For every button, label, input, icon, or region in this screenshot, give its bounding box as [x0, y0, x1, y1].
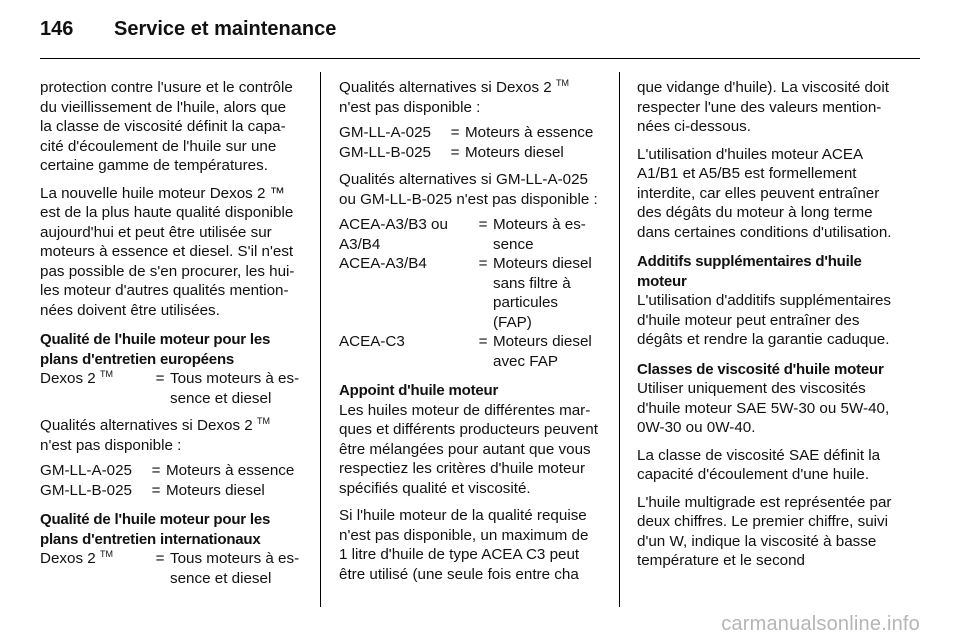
spec-key: ACEA-A3/B3 ou A3/B4	[339, 216, 448, 253]
spec-key: ACEA-A3/B4	[339, 255, 427, 272]
spec-table	[40, 461, 302, 500]
paragraph: Qualités alternatives si GM-LL-A-025 ou GM-LL-B-025 n'est pas disponible :	[339, 171, 598, 208]
table-row	[40, 481, 302, 501]
table-row	[339, 123, 601, 143]
spec-key: GM-LL-B-025	[339, 143, 432, 161]
equals-sign: =	[151, 481, 161, 499]
column-divider	[619, 72, 620, 607]
watermark: carmanualsonline.info	[721, 613, 920, 635]
equals-sign: =	[155, 370, 165, 387]
paragraph: L'utilisation d'additifs supplémentaires d'huile moteur peut entraîner des dégâts et rendre la garantie caduque.	[637, 292, 892, 348]
spec-key: GM-LL-A-025	[339, 124, 432, 141]
spec-value: Tous moteurs à essence et diesel	[170, 550, 300, 587]
table-row	[339, 332, 601, 371]
column-1	[40, 78, 302, 596]
column-2	[339, 78, 601, 592]
paragraph: La classe de viscosité SAE définit la capacité d'écoulement d'une huile.	[637, 446, 881, 483]
column-divider	[320, 72, 321, 607]
equals-sign: =	[155, 550, 165, 567]
equals-sign: =	[151, 462, 161, 479]
spec-table	[40, 369, 302, 408]
paragraph: Si l'huile moteur de la qualité requise n'est pas disponible, un maximum de 1 litre d'huile de type ACEA C3 peut être utilisé (une seule fois entre cha	[339, 507, 589, 583]
page-number: 146	[40, 18, 74, 40]
section-heading: Classes de viscosité d'huile moteur	[637, 360, 884, 378]
equals-sign: =	[478, 216, 488, 233]
equals-sign: =	[478, 333, 488, 350]
page-header	[40, 18, 336, 48]
paragraph: L'huile multigrade est représentée par deux chiffres. Le premier chiffre, suivi d'un W, indique la viscosité à basse température et le second	[637, 493, 892, 569]
table-row	[339, 254, 601, 332]
paragraph: L'utilisation d'huiles moteur ACEA A1/B1 et A5/B5 est formellement interdite, car elles peuvent entraîner des dégâts du moteur à long terme dans certaines conditions d'utilisation.	[637, 145, 892, 241]
spec-key: GM-LL-A-025	[40, 462, 133, 479]
spec-value: Moteurs à essence	[465, 124, 594, 141]
paragraph: Qualités alternatives si Dexos 2 ™ n'est pas disponible :	[40, 416, 270, 454]
spec-table	[40, 549, 302, 588]
spec-value: Moteurs diesel	[166, 481, 265, 499]
spec-value: Moteurs diesel	[465, 143, 564, 161]
table-row	[40, 549, 302, 588]
paragraph: Qualités alternatives si Dexos 2 ™ n'est pas disponible :	[339, 78, 569, 116]
spec-value: Moteurs diesel avec FAP	[493, 333, 592, 370]
section-heading: Qualité de l'huile moteur pour les plans d'entretien internationaux	[40, 511, 271, 548]
section-heading: Additifs supplémentaires d'huile moteur	[637, 253, 862, 290]
spec-table	[339, 123, 601, 162]
paragraph: Les huiles moteur de différentes marques et différents producteurs peuvent être mélangées pour autant que vous respectiez les critères d'huile moteur spécifiés qualité et viscosité.	[339, 401, 598, 497]
page-title: Service et maintenance	[114, 18, 337, 40]
column-3	[637, 78, 903, 579]
spec-key: Dexos 2 ™	[40, 549, 113, 567]
equals-sign: =	[450, 124, 460, 141]
paragraph: que vidange d'huile). La viscosité doit respecter l'une des valeurs mentionnées ci-dessous.	[637, 79, 889, 135]
paragraph: La nouvelle huile moteur Dexos 2 ™ est de la plus haute qualité disponible aujourd'hui et peut être utilisée sur moteurs à essence et diesel. S'il n'est pas possible de s'en procurer, les huiles moteur d'autres qualités mentionnées doivent être utilisées.	[40, 184, 295, 319]
spec-value: Moteurs diesel sans filtre à particules (FAP)	[493, 255, 592, 331]
table-row	[339, 143, 601, 163]
paragraph: Utiliser uniquement des viscosités d'huile moteur SAE 5W-30 ou 5W-40, 0W-30 ou 0W-40.	[637, 380, 890, 436]
section-heading: Appoint d'huile moteur	[339, 382, 499, 399]
spec-value: Moteurs à essence	[166, 462, 295, 479]
section-heading: Qualité de l'huile moteur pour les plans d'entretien européens	[40, 331, 271, 368]
spec-key: GM-LL-B-025	[40, 481, 133, 499]
table-row	[339, 215, 601, 254]
spec-key: Dexos 2 ™	[40, 369, 113, 387]
spec-value: Tous moteurs à essence et diesel	[170, 370, 300, 407]
table-row	[40, 369, 302, 408]
spec-key: ACEA-C3	[339, 333, 405, 350]
spec-value: Moteurs à essence	[493, 216, 586, 253]
table-row	[40, 461, 302, 481]
header-rule	[40, 58, 920, 59]
equals-sign: =	[450, 143, 460, 161]
equals-sign: =	[478, 255, 488, 272]
paragraph: protection contre l'usure et le contrôle du vieillissement de l'huile, alors que la classe de viscosité définit la capacité d'écoulement de l'huile sur une certaine gamme de températures.	[40, 79, 293, 174]
spec-table	[339, 215, 601, 371]
